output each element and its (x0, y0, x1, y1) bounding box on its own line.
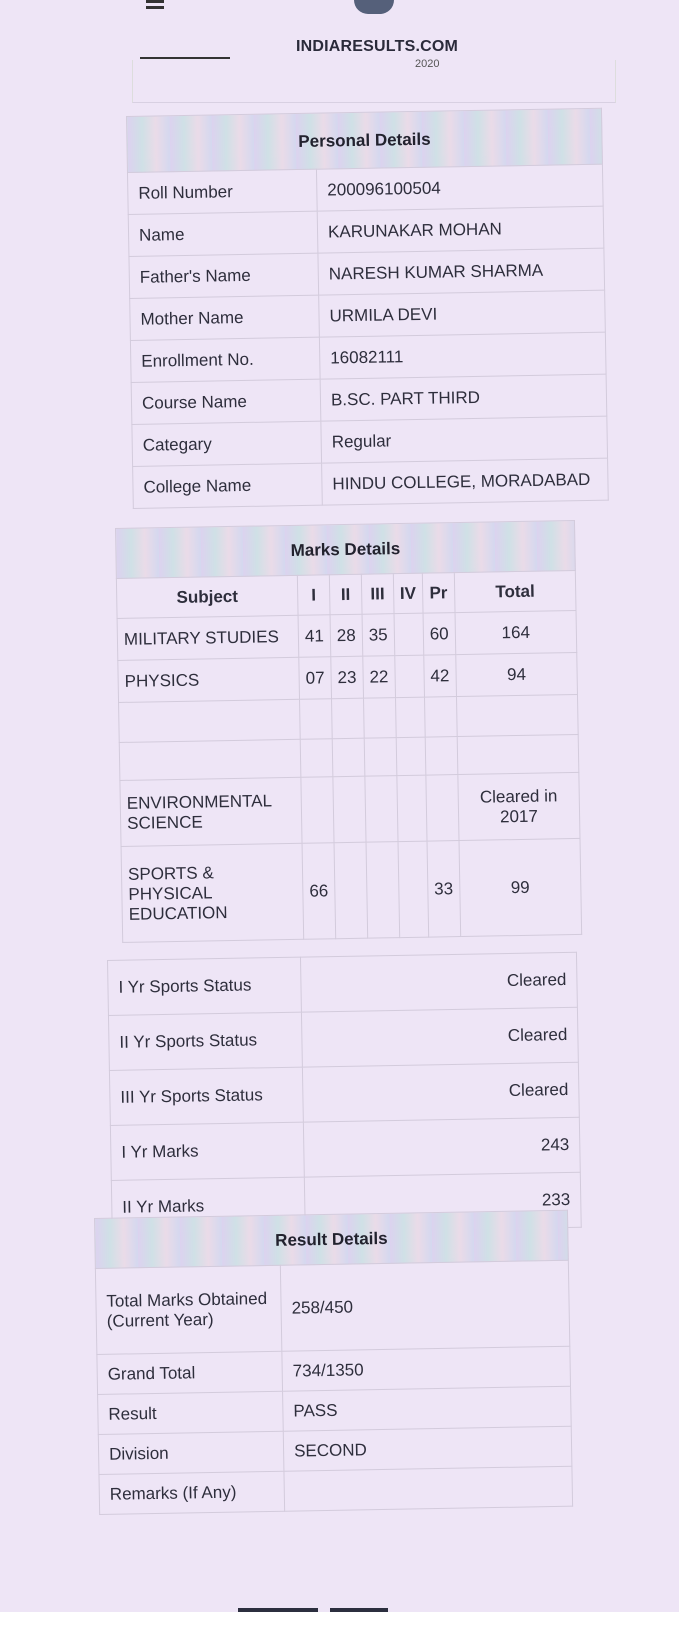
section-header (116, 520, 576, 578)
header-strip (132, 60, 616, 103)
total-cell: 164 (455, 610, 577, 654)
table-row (120, 772, 580, 846)
subject-cell: SPORTS & PHYSICAL EDUCATION (121, 843, 304, 942)
field-label: Enrollment No. (130, 337, 320, 382)
menu-icon[interactable] (146, 0, 164, 10)
result-year: 2020 (415, 58, 440, 70)
marks-cell (395, 655, 425, 698)
field-label: III Yr Sports Status (109, 1067, 303, 1125)
table-row (99, 1466, 573, 1514)
marks-details-table (115, 520, 582, 943)
marks-cell: 41 (298, 615, 331, 658)
marks-cell (398, 841, 429, 937)
marks-cell: 07 (299, 657, 332, 700)
section-header (95, 1210, 569, 1268)
field-value: 233 (304, 1172, 581, 1232)
subject-cell: PHYSICS (118, 657, 300, 702)
logo-icon (354, 0, 394, 14)
field-value: KARUNAKAR MOHAN (317, 206, 604, 253)
marks-cell: 42 (424, 655, 457, 698)
marks-cell: 35 (362, 614, 395, 657)
field-value (284, 1466, 573, 1511)
subject-cell: MILITARY STUDIES (117, 615, 299, 660)
marks-cell: 23 (331, 656, 364, 699)
column-header: I (297, 575, 330, 616)
marks-cell (394, 613, 424, 656)
field-label: Father's Name (129, 253, 319, 298)
field-value: PASS (283, 1386, 572, 1431)
marks-cell: 33 (427, 841, 461, 938)
field-label: Total Marks Obtained (Current Year) (95, 1265, 281, 1354)
marks-cell (366, 842, 400, 939)
field-label: Roll Number (127, 169, 317, 214)
page-bottom-edge (0, 1612, 679, 1626)
field-label: I Yr Marks (110, 1122, 304, 1180)
site-logo[interactable]: INDIARESULTS.COM (296, 38, 459, 55)
total-cell: Cleared in 2017 (458, 772, 580, 840)
field-value: Cleared (302, 1062, 579, 1122)
field-value: 200096100504 (316, 164, 603, 211)
marks-cell (334, 842, 368, 939)
field-value: Cleared (300, 952, 577, 1012)
field-label: Result (98, 1391, 284, 1434)
marks-cell (426, 775, 459, 842)
field-label: Grand Total (97, 1351, 283, 1394)
total-cell: 94 (456, 652, 578, 696)
marks-cell (397, 775, 427, 841)
field-label: Mother Name (130, 295, 320, 340)
table-row (110, 1117, 580, 1180)
column-header: IV (393, 573, 423, 614)
marks-cell (333, 776, 366, 843)
field-label: College Name (133, 463, 323, 508)
table-row (133, 458, 609, 508)
field-label: Name (128, 211, 318, 256)
sports-status-table (107, 952, 582, 1236)
field-value: 243 (303, 1117, 580, 1177)
column-header: III (361, 574, 394, 615)
field-value: URMILA DEVI (319, 290, 606, 337)
result-details-title: Result Details (95, 1210, 569, 1268)
table-row (109, 1062, 579, 1125)
field-value: 16082111 (319, 332, 606, 379)
column-header: Subject (116, 575, 298, 618)
marks-cell: 22 (363, 656, 396, 699)
table-row (108, 952, 578, 1015)
marks-cell (365, 776, 398, 843)
subject-cell: ENVIRONMENTAL SCIENCE (120, 777, 302, 846)
marks-cell: 66 (302, 843, 336, 940)
total-cell: 99 (459, 838, 582, 936)
header-divider (140, 57, 230, 59)
table-row (121, 838, 582, 942)
field-value: 734/1350 (282, 1346, 571, 1391)
column-header: Pr (422, 573, 455, 614)
table-row (108, 1007, 578, 1070)
field-value: NARESH KUMAR SHARMA (318, 248, 605, 295)
field-value: Regular (321, 416, 608, 463)
field-label: II Yr Sports Status (108, 1012, 302, 1070)
field-value: Cleared (301, 1007, 578, 1067)
field-label: I Yr Sports Status (108, 957, 302, 1015)
table-row (95, 1260, 569, 1354)
column-header: Total (454, 570, 576, 612)
field-label: II Yr Marks (111, 1177, 305, 1235)
field-label: Categary (132, 421, 322, 466)
field-label: Course Name (131, 379, 321, 424)
marks-cell: 28 (330, 614, 363, 657)
personal-details-title: Personal Details (127, 108, 603, 172)
field-value: 258/450 (280, 1260, 569, 1351)
field-value: HINDU COLLEGE, MORADABAD (322, 458, 609, 505)
field-value: SECOND (283, 1426, 572, 1471)
result-details-table (94, 1210, 573, 1515)
field-label: Division (98, 1431, 284, 1474)
field-label: Remarks (If Any) (99, 1471, 285, 1514)
section-header (127, 108, 603, 172)
marks-details-title: Marks Details (116, 520, 576, 578)
personal-details-table (126, 108, 609, 509)
marks-cell: 60 (423, 613, 456, 656)
marks-cell (301, 777, 334, 844)
column-header: II (329, 574, 362, 615)
field-value: B.SC. PART THIRD (320, 374, 607, 421)
